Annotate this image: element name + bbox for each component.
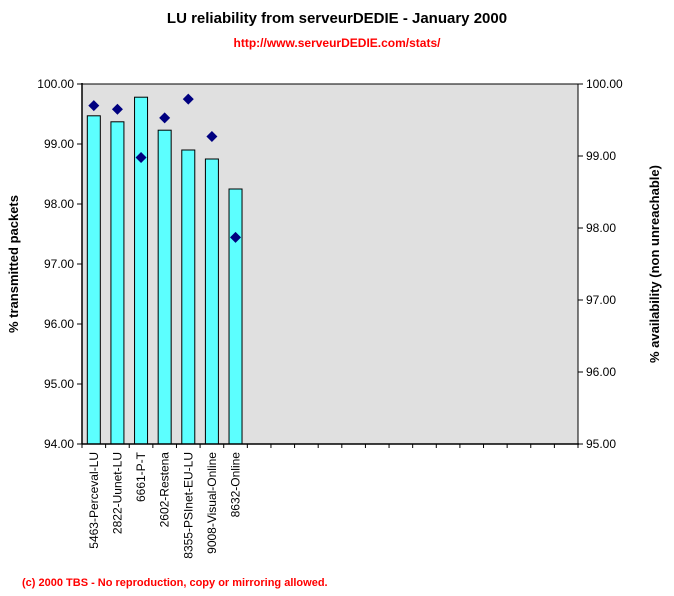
right-axis-tick-label: 95.00 [586, 437, 617, 451]
right-axis-tick-label: 99.00 [586, 149, 617, 163]
left-axis-tick-label: 96.00 [43, 317, 74, 331]
left-axis-tick-label: 100.00 [37, 77, 74, 91]
bar-8355-PSInet-EU-LU [182, 150, 195, 444]
category-label: 2822-Uunet-LU [110, 452, 125, 535]
left-axis-tick-label: 98.00 [43, 197, 74, 211]
left-axis-tick-label: 97.00 [43, 257, 74, 271]
category-label: 5463-Perceval-LU [86, 452, 101, 549]
right-axis-tick-label: 98.00 [586, 221, 617, 235]
right-axis-tick-label: 97.00 [586, 293, 617, 307]
bar-2602-Restena [158, 130, 171, 444]
left-axis-title: % transmitted packets [6, 195, 21, 333]
plot-background [82, 84, 578, 444]
bar-6661-P-T [135, 97, 148, 444]
category-label: 2602-Restena [157, 452, 172, 528]
left-axis-tick-label: 94.00 [43, 437, 74, 451]
right-axis-tick-label: 100.00 [586, 77, 623, 91]
category-label: 9008-Visual-Online [204, 452, 219, 554]
category-label: 8355-PSInet-EU-LU [181, 452, 196, 559]
bar-9008-Visual-Online [205, 159, 218, 444]
left-axis-tick-label: 95.00 [43, 377, 74, 391]
chart-subtitle-url: http://www.serveurDEDIE.com/stats/ [233, 36, 441, 50]
bar-5463-Perceval-LU [87, 116, 100, 444]
right-axis-tick-label: 96.00 [586, 365, 617, 379]
category-label: 6661-P-T [134, 452, 149, 503]
right-axis-title: % availability (non unreachable) [647, 165, 662, 363]
bar-8632-Online [229, 189, 242, 444]
bar-2822-Uunet-LU [111, 122, 124, 444]
chart-title: LU reliability from serveurDEDIE - January 2000 [166, 10, 508, 27]
left-axis-tick-label: 99.00 [43, 137, 74, 151]
category-label: 8632-Online [228, 452, 243, 518]
copyright-note: (c) 2000 TBS - No reproduction, copy or mirroring allowed. [22, 577, 328, 589]
